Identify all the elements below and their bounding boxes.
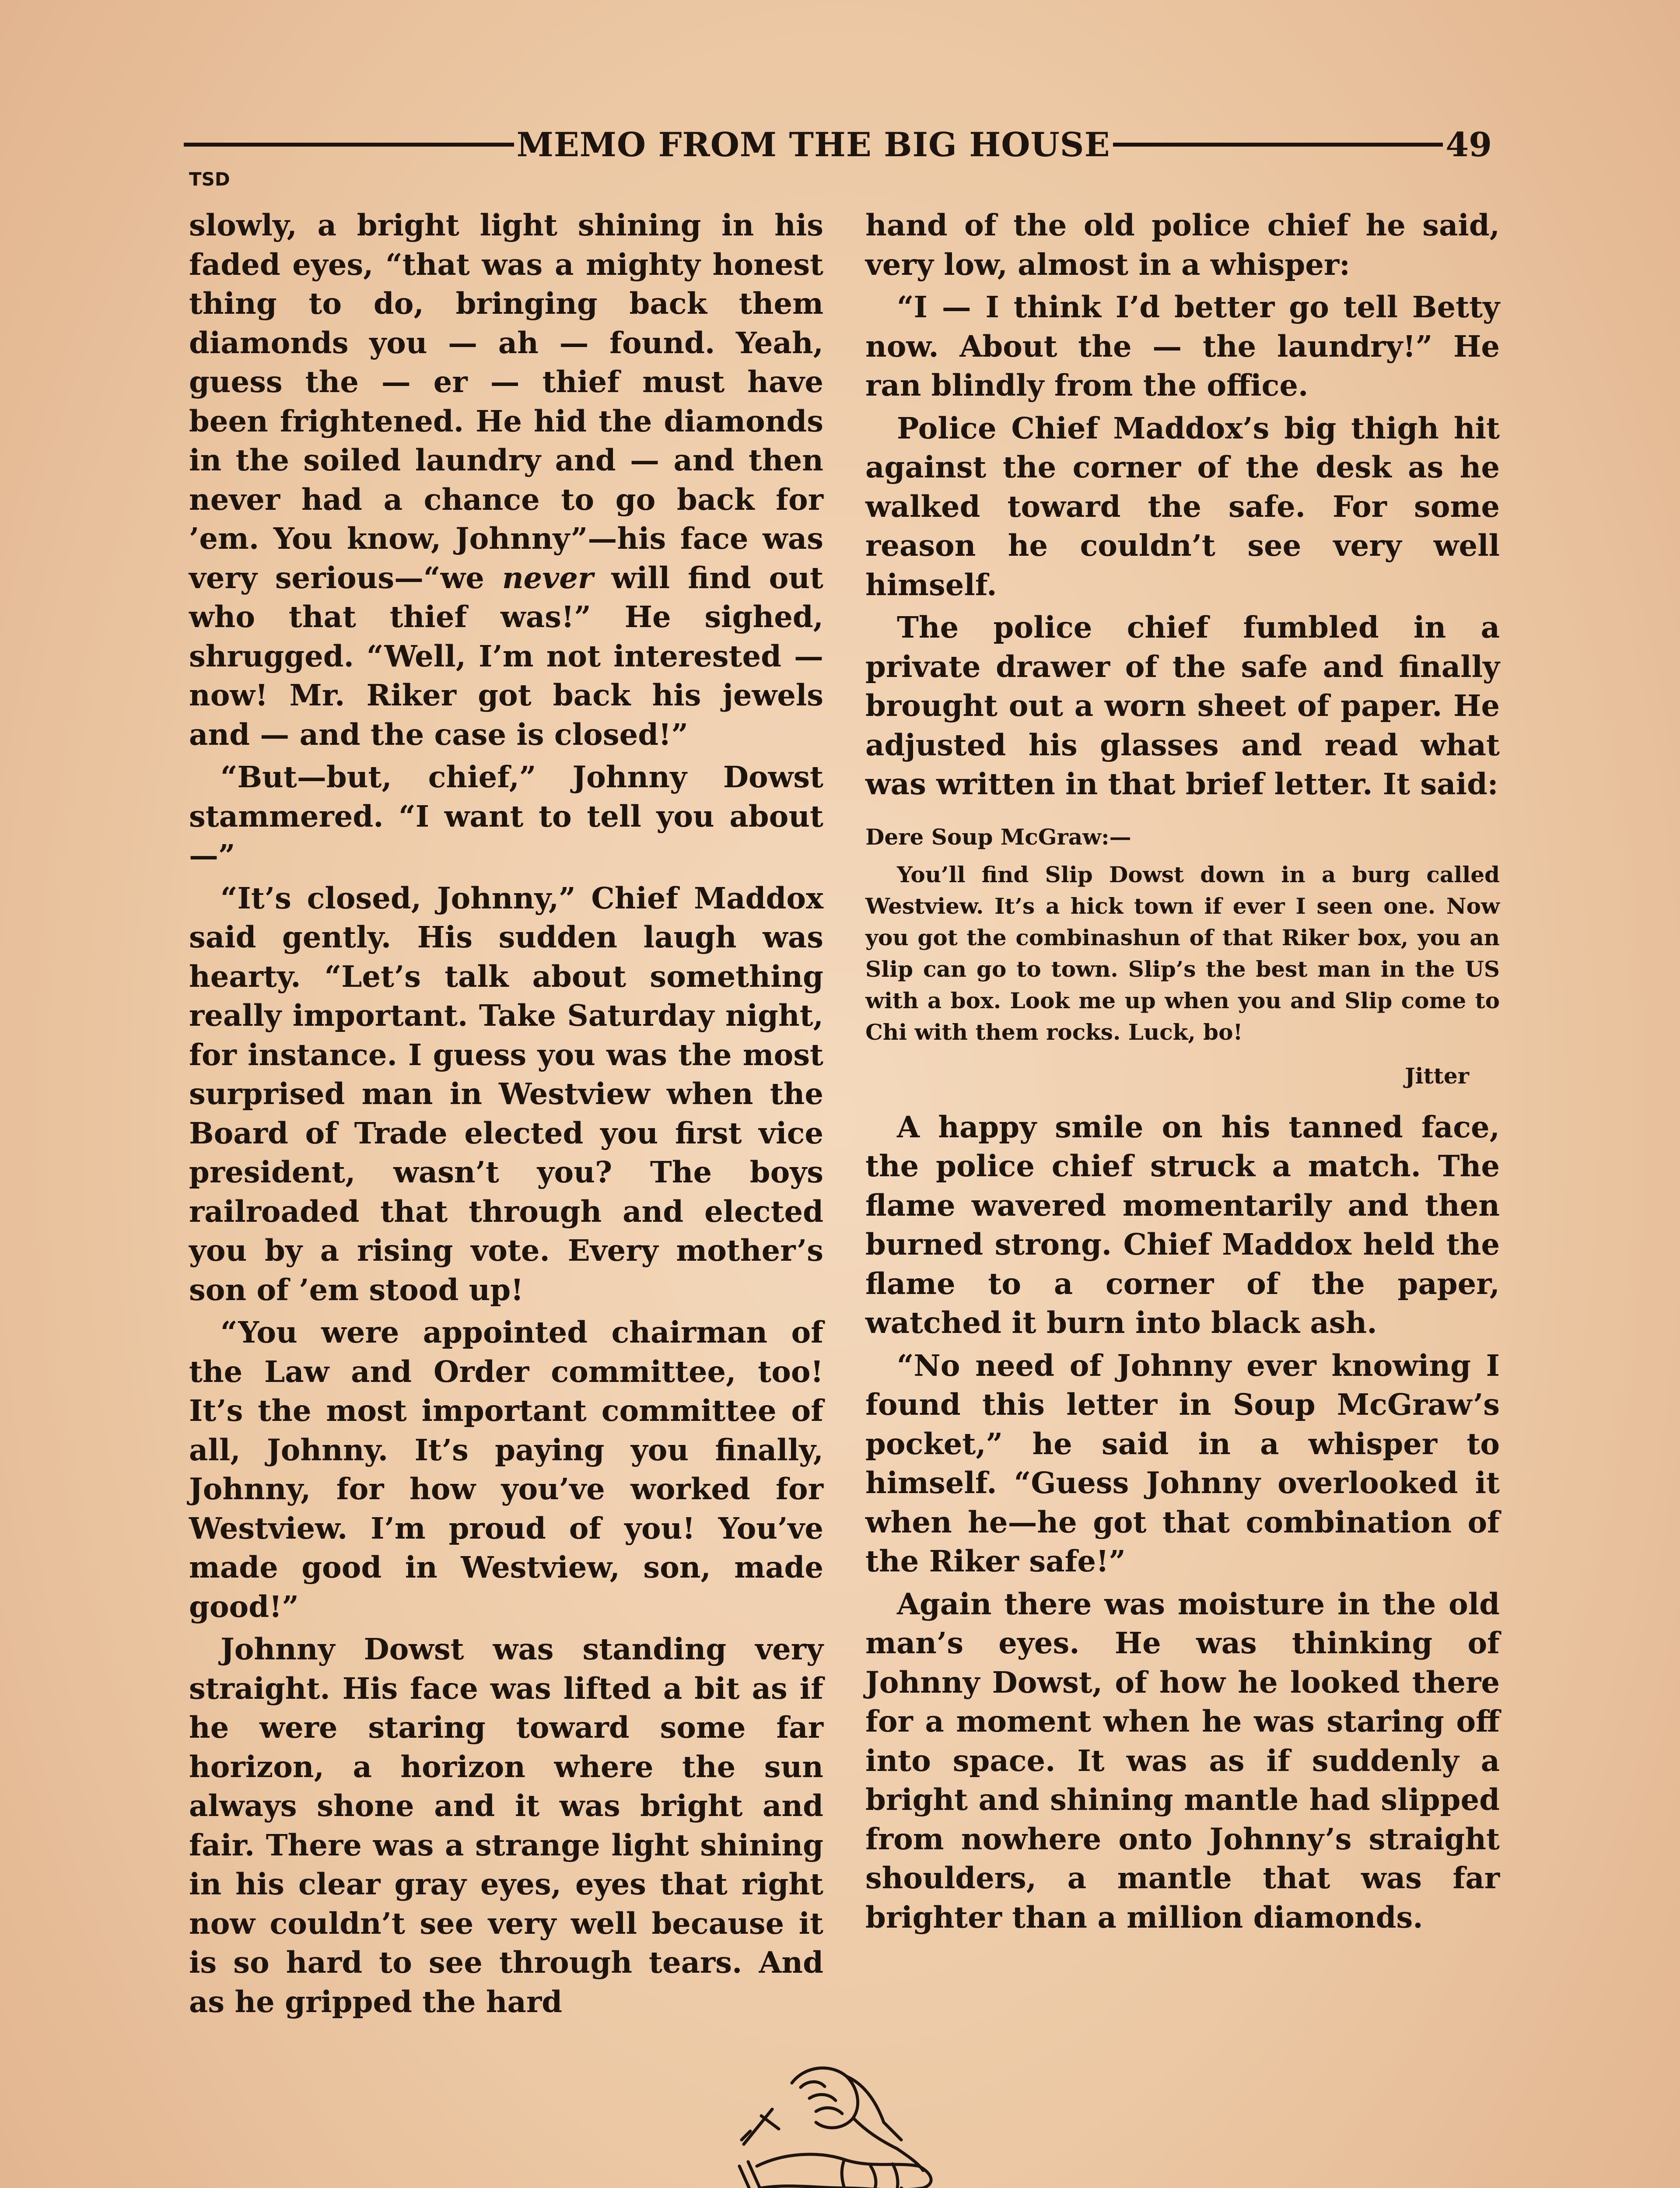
letter-signature: Jitter xyxy=(1405,1062,1469,1089)
emphasis-text: never xyxy=(502,560,594,595)
section-code: TSD xyxy=(189,168,230,190)
quoted-letter xyxy=(865,821,1500,1092)
paragraph: “No need of Johnny ever knowing I found this letter in Soup McGraw’s pocket,” he said in a whisper to himself. “Guess Johnny overlooked it when he—he got that combination of the Riker safe!” xyxy=(865,1348,1500,1578)
paragraph: The police chief fumbled in a private drawer of the safe and finally brought out a worn sheet of paper. He adjusted his glasses and read what was written in that brief letter. It said: xyxy=(865,610,1500,801)
left-column xyxy=(189,206,823,2025)
paragraph-text: slowly, a bright light shining in his faded eyes, “that was a mighty honest thing to do, bringing back them diamonds you — ah — found. Yeah, guess the — er — thief must have been frightened. He hid the diamonds in the soiled laundry and — and then never had a chance to go back for ’em. You know, Johnny”—his face was very serious—“we xyxy=(189,208,823,595)
running-header xyxy=(184,120,1492,168)
letter-salutation: Dere Soup McGraw:— xyxy=(865,824,1131,850)
paragraph: “But—but, chief,” Johnny Dowst stammered. “I want to tell you about—” xyxy=(189,760,823,873)
paragraph: hand of the old police chief he said, very low, almost in a whisper: xyxy=(865,208,1500,282)
handshake-illustration xyxy=(731,2057,949,2188)
page-number: 49 xyxy=(1446,125,1492,164)
paragraph: Police Chief Maddox’s big thigh hit against the corner of the desk as he walked toward the safe. For some reason he couldn’t see very well himself. xyxy=(865,410,1500,602)
header-rule-right xyxy=(1113,143,1443,147)
header-title: MEMO FROM THE BIG HOUSE xyxy=(516,125,1110,164)
letter-body: You’ll find Slip Dowst down in a burg called Westview. It’s a hick town if ever I seen one. Now you got the combinashun of that Riker box, you an Slip can go to town. Slip’s the best man in the US with a box. Look me up when you and Slip come to Chi with them rocks. Luck, bo! xyxy=(865,861,1500,1045)
paragraph xyxy=(189,206,823,754)
header-rule-left xyxy=(184,143,514,147)
paragraph: A happy smile on his tanned face, the police chief struck a match. The flame wavered momentarily and then burned strong. Chief Maddox held the flame to a corner of the paper, watched it burn into black ash. xyxy=(865,1109,1500,1340)
paragraph-text: will find out who that thief was!” He sighed, shrugged. “Well, I’m not interested —now! Mr. Riker got back his jewels and — and the case is closed!” xyxy=(189,560,823,752)
paragraph: Johnny Dowst was standing very straight. His face was lifted a bit as if he were staring toward some far horizon, a horizon where the sun always shone and it was bright and fair. There was a strange light shining in his clear gray eyes, eyes that right now couldn’t see very well because it is so hard to see through tears. And as he gripped the hard xyxy=(189,1632,823,2019)
paragraph: Again there was moisture in the old man’s eyes. He was thinking of Johnny Dowst, of how he looked there for a moment when he was staring off into space. It was as if suddenly a bright and shining mantle had slipped from nowhere onto Johnny’s straight shoulders, a mantle that was far brighter than a million diamonds. xyxy=(865,1586,1500,1935)
paragraph: “You were appointed chairman of the Law and Order committee, too! It’s the most important committee of all, Johnny. It’s paying you finally, Johnny, for how you’ve worked for Westview. I’m proud of you! You’ve made good in Westview, son, made good!” xyxy=(189,1315,823,1624)
paragraph: “I — I think I’d better go tell Betty now. About the — the laundry!” He ran blindly from the office. xyxy=(865,290,1500,403)
paragraph: “It’s closed, Johnny,” Chief Maddox said gently. His sudden laugh was hearty. “Let’s talk about something really important. Take Saturday night, for instance. I guess you was the most surprised man in Westview when the Board of Trade elected you first vice president, wasn’t you? The boys railroaded that through and elected you by a rising vote. Every mother’s son of ’em stood up! xyxy=(189,880,823,1307)
right-column xyxy=(865,206,1500,1940)
